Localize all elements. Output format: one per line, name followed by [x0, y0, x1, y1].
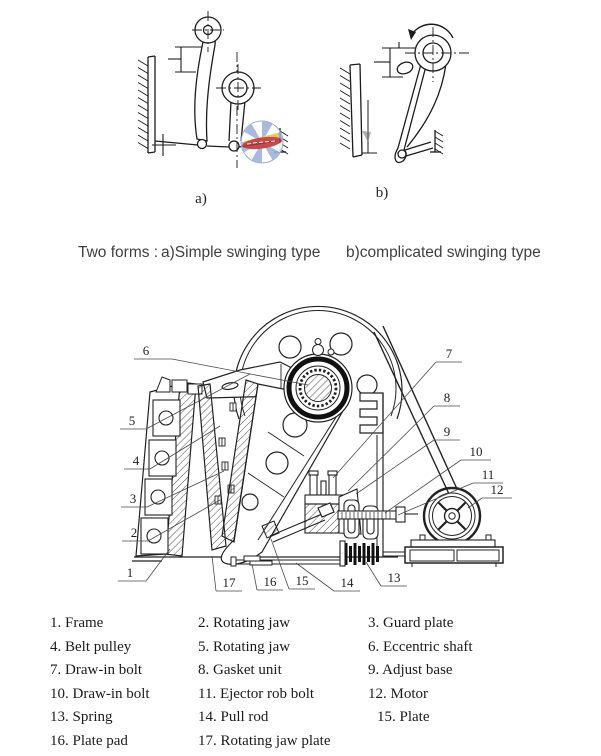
comb-bracket: [360, 393, 383, 433]
spring: [340, 541, 378, 566]
parts-list-item: 5. Rotating jaw: [198, 638, 291, 655]
callout-16: 16: [263, 574, 277, 589]
parts-list-row: [0, 662, 601, 685]
parts-list-item: 12. Motor: [368, 685, 428, 702]
parts-list-item: 15. Plate: [377, 709, 430, 725]
parts-list-row: [0, 615, 601, 638]
parts-list-item: 14. Pull rod: [198, 709, 269, 725]
jaw-crusher-diagram: [0, 282, 601, 612]
eccentric-circle: [216, 64, 261, 113]
callout-7: 7: [445, 346, 453, 361]
parts-list-row: [0, 639, 601, 662]
callout-8: 8: [443, 390, 451, 405]
figure-b-label: b): [375, 185, 389, 201]
parts-list-item: 10. Draw-in bolt: [50, 685, 150, 702]
parts-list-item: 6. Eccentric shaft: [368, 638, 473, 655]
parts-list-item: 7. Draw-in bolt: [50, 662, 143, 678]
upper-lug: [396, 60, 415, 76]
caption-prefix: Two forms :: [78, 244, 159, 261]
callout-15: 15: [295, 573, 309, 588]
figure-caption: [0, 244, 601, 266]
motor-base: [405, 535, 503, 567]
parts-list-row: [0, 733, 601, 756]
motor-assembly: [405, 488, 503, 567]
fixed-jaw-assembly: [136, 377, 226, 556]
fixed-wall: [138, 56, 155, 153]
parts-list-item: 3. Guard plate: [368, 615, 454, 631]
figure-a-label: a): [195, 191, 207, 207]
grease-cap-icon: [313, 345, 324, 356]
parts-list-item: 1. Frame: [50, 615, 104, 631]
callout-12: 12: [490, 482, 504, 497]
parts-list-item: 16. Plate pad: [50, 732, 128, 749]
parts-list-item: 4. Belt pulley: [50, 638, 132, 655]
callout-17: 17: [222, 575, 236, 590]
watermark-logo-icon: [241, 121, 283, 163]
callout-9: 9: [443, 424, 451, 439]
callout-2: 2: [130, 525, 138, 540]
top-figures: [0, 0, 601, 232]
callout-3: 3: [129, 491, 137, 506]
draw-in-bolt-rod: [338, 511, 396, 519]
parts-list-item: 13. Spring: [50, 709, 113, 725]
fixed-wall: [340, 64, 377, 157]
callout-14: 14: [340, 575, 354, 590]
lower-pivot: [398, 150, 406, 158]
callout-4: 4: [132, 453, 140, 468]
caption-item-a: a)Simple swinging type: [161, 244, 321, 261]
callout-5: 5: [128, 413, 136, 428]
callout-11: 11: [481, 467, 495, 482]
callout-10: 10: [469, 444, 483, 459]
parts-list-row: [0, 709, 601, 732]
parts-list-item: 9. Adjust base: [368, 662, 453, 678]
parts-list-item: 8. Gasket unit: [198, 662, 282, 678]
figure-complicated-swinging: [340, 24, 470, 201]
parts-list-item: 17. Rotating jaw plate: [198, 732, 331, 749]
parts-list-item: 2. Rotating jaw: [198, 615, 291, 631]
caption-item-b: b)complicated swinging type: [346, 244, 541, 261]
figure-simple-swinging: [138, 11, 288, 207]
eccentric-circle: [405, 24, 470, 82]
motor-pulley: [424, 488, 480, 544]
callout-1: 1: [126, 565, 134, 580]
parts-list-item: 11. Ejector rob bolt: [198, 685, 315, 702]
parts-list-row: [0, 686, 601, 709]
adjust-assembly: [305, 471, 418, 539]
callout-13: 13: [387, 570, 401, 585]
callout-6: 6: [142, 343, 150, 358]
